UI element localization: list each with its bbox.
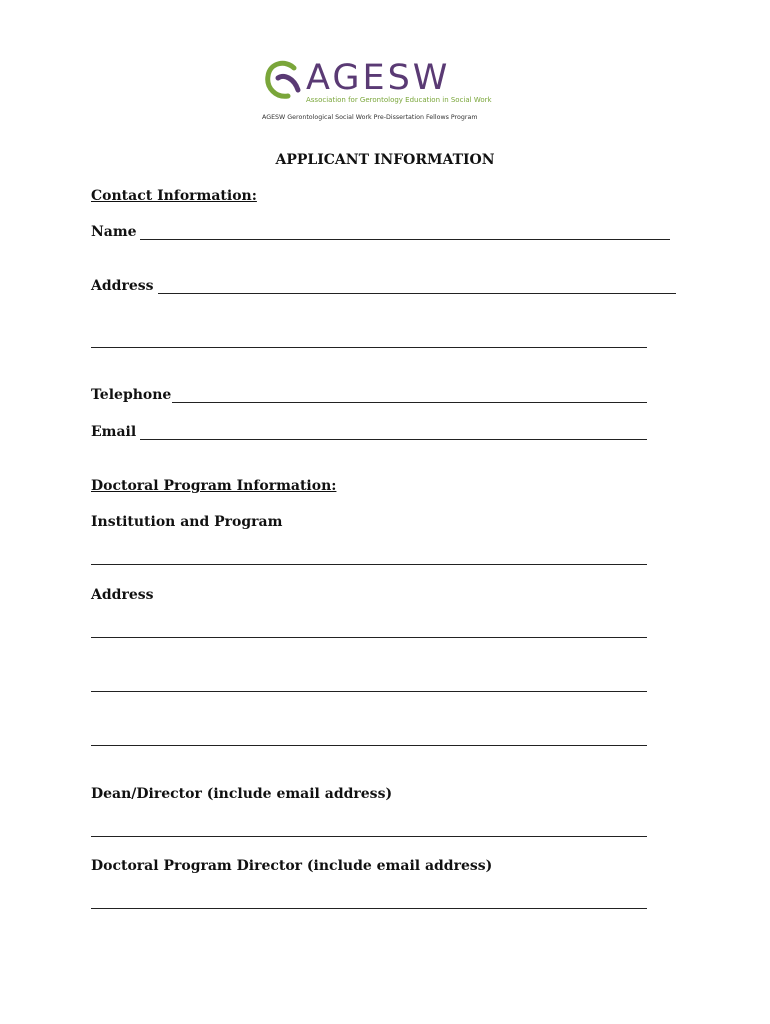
address-label: Address xyxy=(91,278,154,294)
address-field-line-1[interactable] xyxy=(158,293,676,294)
doctoral-address-line-2[interactable] xyxy=(91,691,647,692)
name-label: Name xyxy=(91,224,137,240)
telephone-label: Telephone xyxy=(91,387,172,403)
program-director-label: Doctoral Program Director (include email address) xyxy=(91,858,493,874)
logo-wordmark: AGESW xyxy=(306,58,451,98)
agesw-logo-icon xyxy=(264,60,304,102)
page-title: APPLICANT INFORMATION xyxy=(275,152,495,168)
program-name: AGESW Gerontological Social Work Pre-Dissertation Fellows Program xyxy=(262,114,478,121)
program-director-field[interactable] xyxy=(91,908,647,909)
dean-director-field[interactable] xyxy=(91,836,647,837)
email-field[interactable] xyxy=(140,439,647,440)
agesw-logo xyxy=(262,58,502,128)
contact-information-heading: Contact Information: xyxy=(91,188,257,204)
institution-field[interactable] xyxy=(91,564,647,565)
logo-tagline: Association for Gerontology Education in Social Work xyxy=(306,96,492,104)
institution-label: Institution and Program xyxy=(91,514,283,530)
dean-director-label: Dean/Director (include email address) xyxy=(91,786,393,802)
address-field-line-2[interactable] xyxy=(91,347,647,348)
doctoral-address-line-1[interactable] xyxy=(91,637,647,638)
name-field[interactable] xyxy=(140,239,670,240)
doctoral-program-heading: Doctoral Program Information: xyxy=(91,478,337,494)
doctoral-address-label: Address xyxy=(91,587,154,603)
telephone-field[interactable] xyxy=(172,402,647,403)
doctoral-address-line-3[interactable] xyxy=(91,745,647,746)
email-label: Email xyxy=(91,424,137,440)
